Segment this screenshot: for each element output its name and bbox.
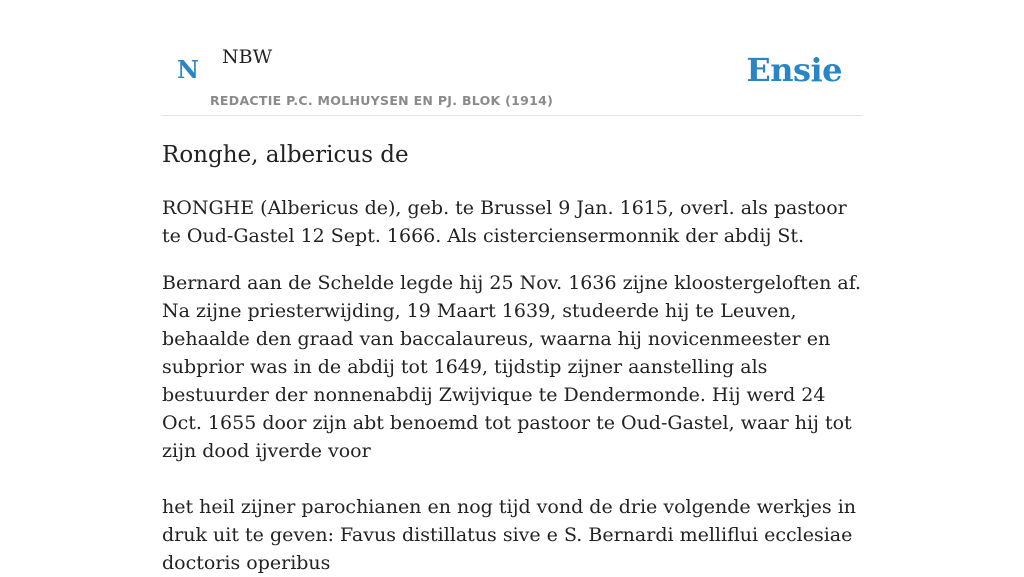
article-paragraph: het heil zijner parochianen en nog tijd vond de drie volgende werkjes in druk uit te geven: Favus distillatus sive e S. Bernardi melliflui ecclesiae doctoris operibus: [162, 496, 857, 574]
site-header: [162, 0, 862, 116]
article-title: Ronghe, albericus de: [162, 142, 409, 168]
source-name[interactable]: NBW: [222, 46, 273, 68]
article-paragraph: RONGHE (Albericus de), geb. te Brussel 9 Jan. 1615, overl. als pastoor te Oud-Gastel 12 Sept. 1666. Als cisterciensermonnik der abdij St.: [162, 197, 847, 247]
source-logo[interactable]: N: [177, 55, 199, 84]
ensie-logo[interactable]: Ensie: [746, 51, 842, 89]
page-content: [162, 0, 862, 574]
source-editors: REDACTIE P.C. MOLHUYSEN EN PJ. BLOK (1914): [210, 93, 554, 108]
article-paragraph: Bernard aan de Schelde legde hij 25 Nov. 1636 zijne kloostergeloften af. Na zijne priesterwijding, 19 Maart 1639, studeerde hij te Leuven, behaalde den graad van baccalaureus, waarna hij novicenmeester en subprior was in de abdij tot 1649, tijdstip zijner aanstelling als bestuurder der nonnenabdij Zwijvique te Dendermonde. Hij werd 24 Oct. 1655 door zijn abt benoemd tot pastoor te Oud-Gastel, waar hij tot zijn dood ijverde voor: [162, 272, 862, 462]
